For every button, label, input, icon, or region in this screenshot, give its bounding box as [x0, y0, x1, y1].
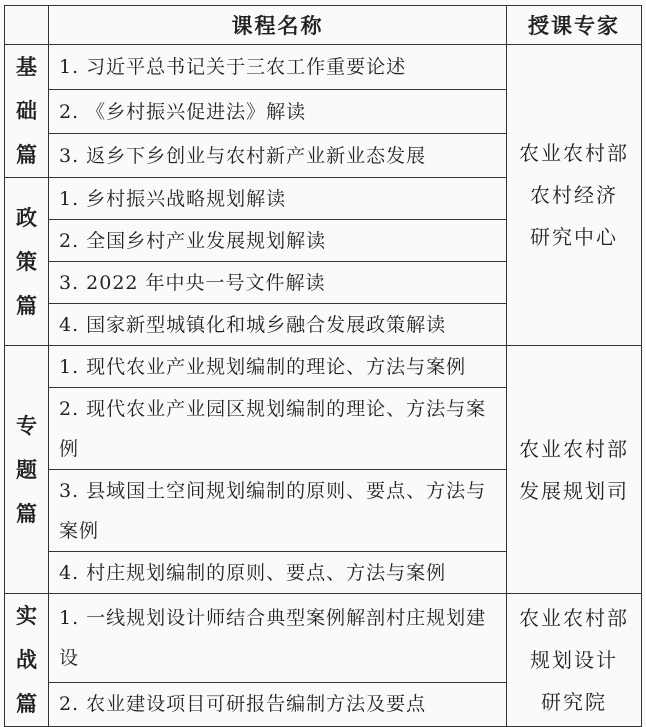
- course-cell: 1. 习近平总书记关于三农工作重要论述: [49, 45, 507, 90]
- course-cell: 1. 现代农业产业规划编制的理论、方法与案例: [49, 346, 507, 388]
- category-policy: 政 策 篇: [5, 178, 49, 346]
- course-header: 课程名称: [49, 6, 507, 45]
- course-cell: 4. 国家新型城镇化和城乡融合发展政策解读: [49, 304, 507, 346]
- course-cell: 4. 村庄规划编制的原则、要点、方法与案例: [49, 552, 507, 594]
- course-cell: 2. 农业建设项目可研报告编制方法及要点: [49, 682, 507, 726]
- header-row: [5, 6, 642, 45]
- expert-cell-2: 农业农村部 发展规划司: [507, 346, 642, 594]
- category-header: [5, 6, 49, 45]
- curriculum-table: [4, 5, 642, 727]
- expert-cell-1: 农业农村部 农村经济 研究中心: [507, 45, 642, 346]
- expert-header: 授课专家: [507, 6, 642, 45]
- table-row: [5, 45, 642, 90]
- expert-cell-3: 农业农村部 规划设计 研究院: [507, 594, 642, 727]
- course-cell: 2. 全国乡村产业发展规划解读: [49, 220, 507, 262]
- category-basic: 基 础 篇: [5, 45, 49, 178]
- course-cell: 1. 乡村振兴战略规划解读: [49, 178, 507, 220]
- course-cell: 2. 《乡村振兴促进法》解读: [49, 89, 507, 134]
- course-cell: 3. 返乡下乡创业与农村新产业新业态发展: [49, 134, 507, 178]
- table-row: [5, 346, 642, 388]
- course-cell: 1. 一线规划设计师结合典型案例解剖村庄规划建设: [49, 594, 507, 683]
- category-practice: 实 战 篇: [5, 594, 49, 727]
- category-topic: 专 题 篇: [5, 346, 49, 594]
- table-row: [5, 594, 642, 683]
- course-cell: 2. 现代农业产业园区规划编制的理论、方法与案例: [49, 388, 507, 470]
- course-cell: 3. 县域国土空间规划编制的原则、要点、方法与案例: [49, 470, 507, 552]
- course-cell: 3. 2022 年中央一号文件解读: [49, 262, 507, 304]
